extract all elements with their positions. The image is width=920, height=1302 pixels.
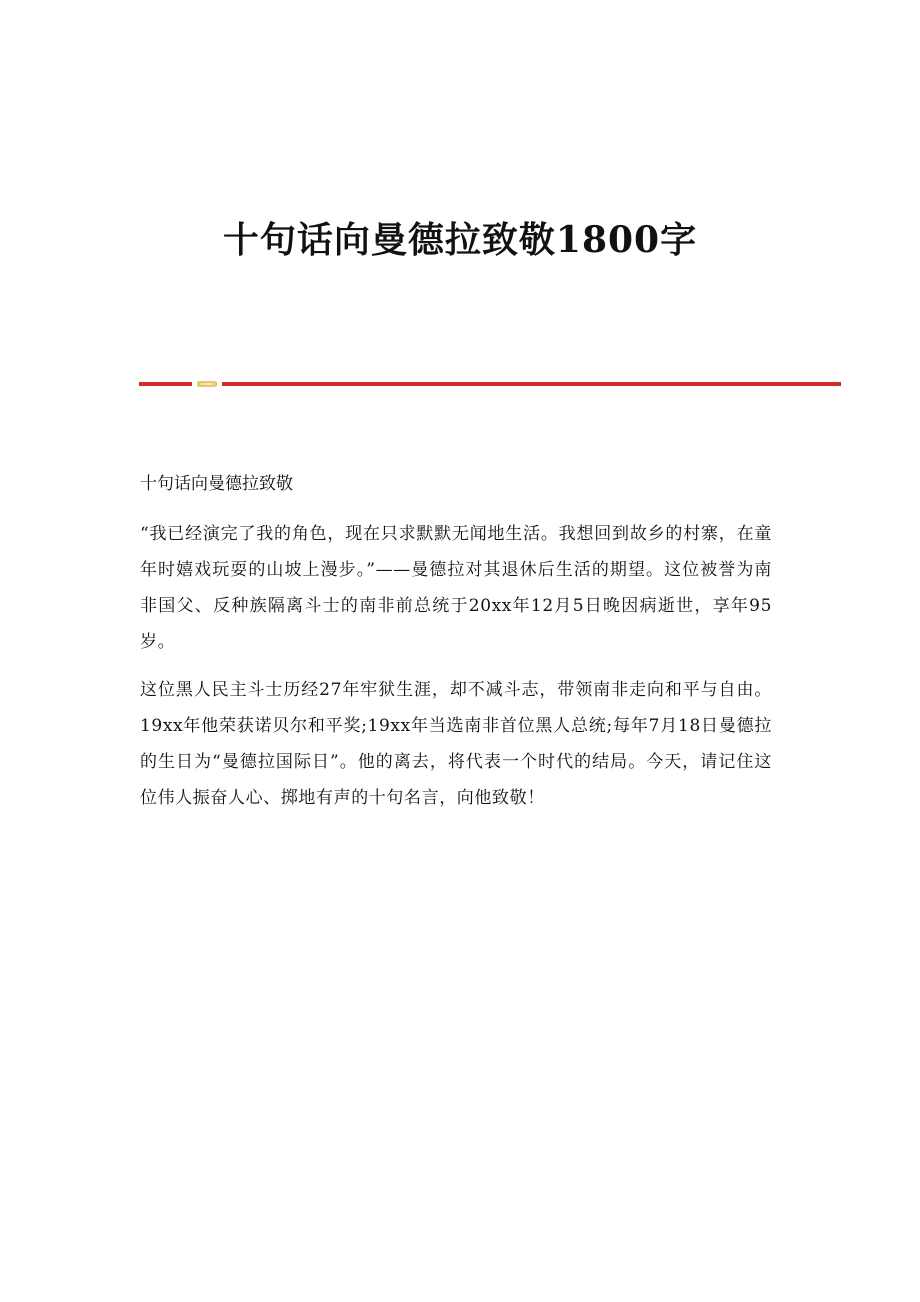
document-title: 十句话向曼德拉致敬1800字: [222, 219, 698, 261]
divider-right-segment: [222, 382, 841, 386]
title-divider: [139, 380, 841, 388]
section-subtitle: 十句话向曼德拉致敬: [140, 474, 293, 494]
document-body: [140, 466, 772, 828]
divider-ornament-icon: [197, 381, 217, 387]
body-paragraph: 这位黑人民主斗士历经27年牢狱生涯，却不减斗志，带领南非走向和平与自由。19xx年他荣获诺贝尔和平奖;19xx年当选南非首位黑人总统;每年7月18日曼德拉的生日为“曼德拉国际日”。他的离去，将代表一个时代的结局。今天，请记住这位伟人振奋人心、掷地有声的十句名言，向他致敬！: [140, 680, 772, 808]
divider-left-segment: [139, 382, 192, 386]
body-paragraph: “我已经演完了我的角色，现在只求默默无闻地生活。我想回到故乡的村寨，在童年时嬉戏玩耍的山坡上漫步。”——曼德拉对其退休后生活的期望。这位被誉为南非国父、反种族隔离斗士的南非前总统于20xx年12月5日晚因病逝世，享年95岁。: [140, 524, 772, 652]
